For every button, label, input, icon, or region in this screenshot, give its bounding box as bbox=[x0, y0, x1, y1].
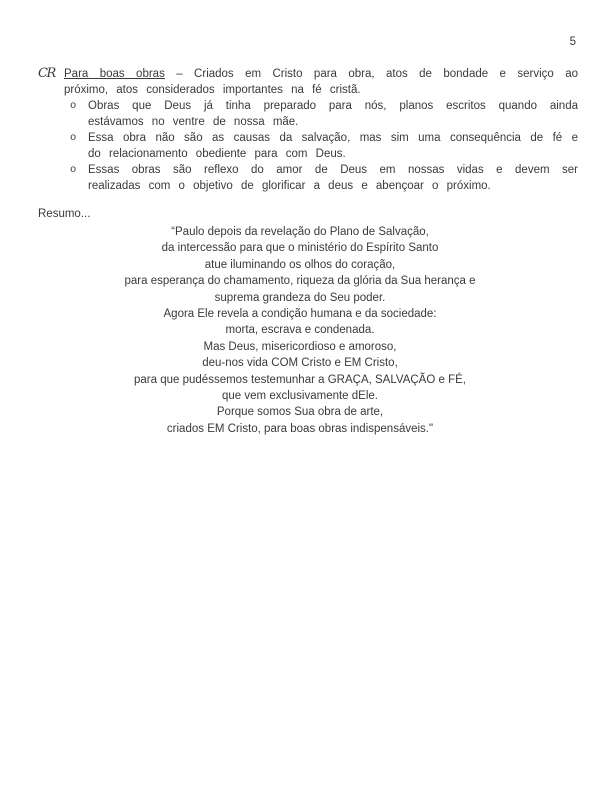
quote-line: Mas Deus, misericordioso e amoroso, bbox=[203, 340, 397, 353]
decorative-cr-bullet-icon: CR bbox=[38, 66, 55, 81]
circle-bullet-icon: o bbox=[70, 100, 77, 112]
sub-bullet-list bbox=[70, 98, 578, 194]
quote-line: criados EM Cristo, para boas obras indispensáveis." bbox=[166, 422, 434, 435]
circle-bullet-icon: o bbox=[70, 132, 77, 144]
quote-line: morta, escrava e condenada. bbox=[225, 324, 375, 337]
sub-bullet-text: Essa obra não são as causas da salvação, mas sim uma consequência de fé e do relacionamento obediente para com Deus. bbox=[88, 132, 578, 160]
quote-line: Porque somos Sua obra de arte, bbox=[216, 406, 384, 419]
bullet-item-para-boas-obras bbox=[38, 66, 578, 98]
page-number: 5 bbox=[569, 36, 576, 48]
quote-line: deu-nos vida COM Cristo e EM Cristo, bbox=[202, 357, 398, 370]
quote-block bbox=[30, 224, 570, 437]
summary-label: Resumo... bbox=[38, 208, 91, 220]
sub-bullet-item bbox=[70, 162, 578, 194]
page-content bbox=[38, 66, 578, 437]
sub-bullet-item bbox=[70, 98, 578, 130]
quote-line: para que pudéssemos testemunhar a GRAÇA, SALVAÇÃO e FÉ, bbox=[134, 373, 466, 386]
quote-line: para esperança do chamamento, riqueza da glória da Sua herança e bbox=[124, 275, 476, 288]
quote-line: que vem exclusivamente dEle. bbox=[222, 390, 378, 403]
quote-line: da intercessão para que o ministério do Espírito Santo bbox=[161, 242, 439, 255]
sub-bullet-item bbox=[70, 130, 578, 162]
bullet-rest-text: – Criados em Cristo para obra, atos de bondade e serviço ao próximo, atos considerados importantes na fé cristã. bbox=[64, 68, 578, 96]
sub-bullet-text: Obras que Deus já tinha preparado para nós, planos escritos quando ainda estávamos no ventre de nossa mãe. bbox=[88, 100, 578, 128]
quote-line: “Paulo depois da revelação do Plano de Salvação, bbox=[171, 226, 429, 238]
sub-bullet-text: Essas obras são reflexo do amor de Deus em nossas vidas e devem ser realizadas com o objetivo de glorificar a deus e abençoar o próximo. bbox=[88, 164, 578, 192]
circle-bullet-icon: o bbox=[70, 164, 77, 176]
quote-line: suprema grandeza do Seu poder. bbox=[214, 291, 386, 304]
quote-line: atue iluminando os olhos do coração, bbox=[204, 258, 396, 271]
bullet-lead-underlined: Para boas obras bbox=[64, 68, 165, 80]
bullet-text bbox=[64, 66, 578, 98]
quote-line: Agora Ele revela a condição humana e da sociedade: bbox=[163, 308, 437, 321]
